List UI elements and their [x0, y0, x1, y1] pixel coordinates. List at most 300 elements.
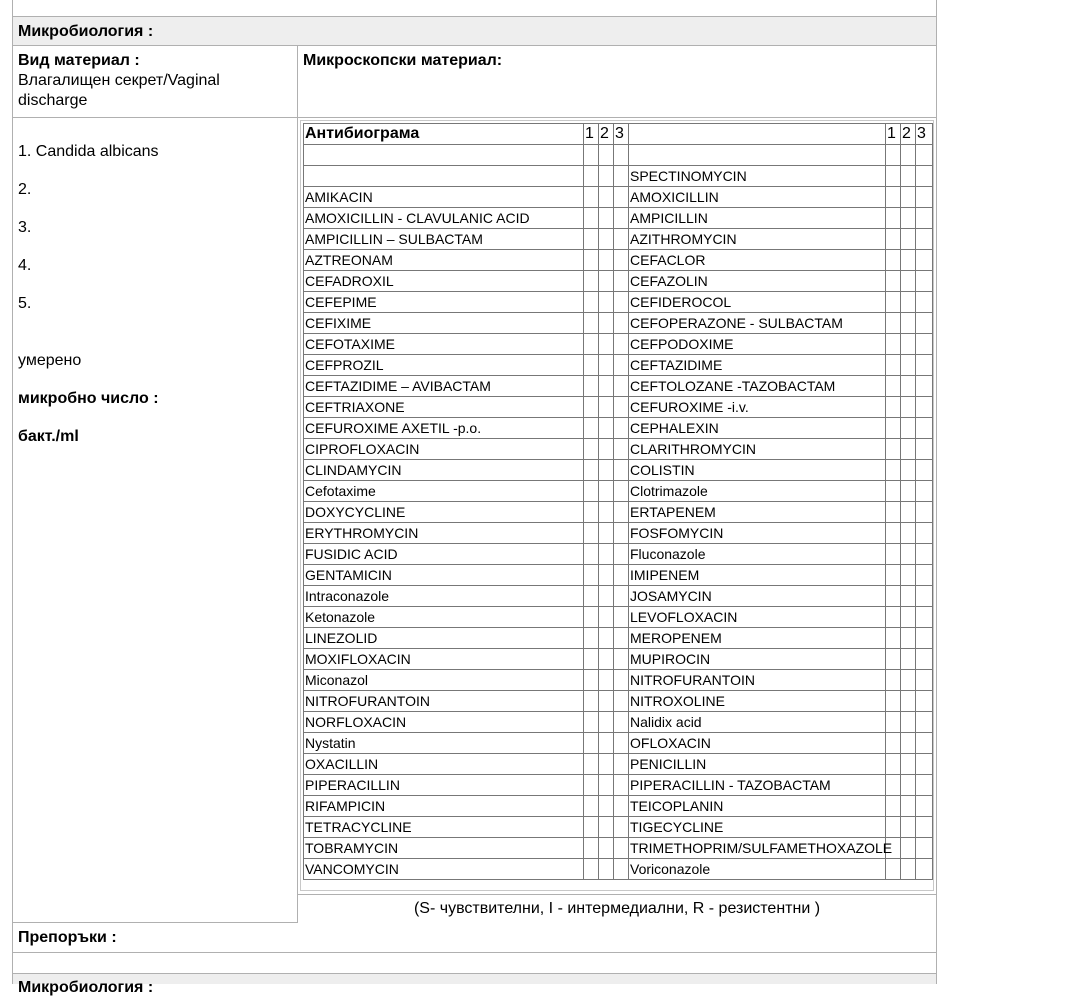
col-number: 1 [584, 124, 599, 145]
result-cell [916, 481, 933, 502]
result-cell [886, 607, 901, 628]
result-cell [614, 376, 629, 397]
antibiotic-name-right: AMOXICILLIN [629, 187, 886, 208]
result-cell [614, 334, 629, 355]
result-cell [916, 439, 933, 460]
result-cell [614, 418, 629, 439]
result-cell [614, 502, 629, 523]
result-cell [916, 754, 933, 775]
result-cell [599, 418, 614, 439]
result-cell [886, 481, 901, 502]
result-cell [886, 796, 901, 817]
result-cell [599, 166, 614, 187]
result-cell [916, 166, 933, 187]
result-cell [599, 313, 614, 334]
result-cell [916, 250, 933, 271]
organism-bottom-divider [12, 922, 298, 923]
result-cell [901, 544, 916, 565]
antibiotic-name-left [304, 166, 584, 187]
result-cell [886, 229, 901, 250]
result-cell [584, 523, 599, 544]
result-cell [584, 418, 599, 439]
result-cell [901, 754, 916, 775]
antibiotic-name-left: AZTREONAM [304, 250, 584, 271]
result-cell [614, 670, 629, 691]
result-cell [584, 334, 599, 355]
result-cell [614, 460, 629, 481]
antibiotic-name-right: Nalidix acid [629, 712, 886, 733]
header-divider [12, 45, 937, 46]
antibiotic-name-left: Intraconazole [304, 586, 584, 607]
result-cell [916, 733, 933, 754]
antibiogram-row [304, 334, 933, 355]
result-cell [584, 166, 599, 187]
result-cell [614, 775, 629, 796]
recommendations-label: Препоръки : [18, 929, 117, 946]
legend-divider [298, 894, 937, 895]
result-cell [886, 859, 901, 880]
result-cell [614, 544, 629, 565]
antibiogram-row [304, 712, 933, 733]
result-cell [886, 334, 901, 355]
antibiogram-row [304, 145, 933, 166]
result-cell [614, 481, 629, 502]
result-cell [886, 586, 901, 607]
result-cell [916, 691, 933, 712]
result-cell [614, 271, 629, 292]
result-cell [901, 418, 916, 439]
result-cell [614, 523, 629, 544]
result-cell [584, 208, 599, 229]
result-cell [901, 838, 916, 859]
antibiotic-name-right: TRIMETHOPRIM/SULFAMETHOXAZOLE [629, 838, 886, 859]
organism-list [18, 141, 293, 448]
result-cell [916, 712, 933, 733]
result-cell [584, 775, 599, 796]
result-cell [584, 250, 599, 271]
antibiotic-name-left: CEFIXIME [304, 313, 584, 334]
antibiogram-header-row [304, 124, 933, 145]
antibiotic-name-right: TEICOPLANIN [629, 796, 886, 817]
result-cell [901, 565, 916, 586]
result-cell [599, 544, 614, 565]
result-cell [916, 544, 933, 565]
result-cell [901, 691, 916, 712]
result-cell [614, 313, 629, 334]
result-cell [901, 334, 916, 355]
result-cell [901, 649, 916, 670]
antibiotic-name-right: SPECTINOMYCIN [629, 166, 886, 187]
result-cell [614, 712, 629, 733]
result-cell [886, 208, 901, 229]
result-cell [614, 187, 629, 208]
result-cell [599, 208, 614, 229]
antibiogram-row [304, 418, 933, 439]
antibiotic-name-right: JOSAMYCIN [629, 586, 886, 607]
antibiogram-title: Антибиограма [304, 124, 584, 145]
result-cell [599, 565, 614, 586]
result-cell [916, 796, 933, 817]
result-cell [901, 607, 916, 628]
result-cell [901, 712, 916, 733]
antibiogram-row [304, 481, 933, 502]
result-cell [599, 628, 614, 649]
result-cell [584, 565, 599, 586]
result-cell [599, 607, 614, 628]
result-cell [584, 586, 599, 607]
result-cell [614, 691, 629, 712]
result-cell [584, 187, 599, 208]
result-cell [584, 691, 599, 712]
antibiogram-row [304, 229, 933, 250]
antibiotic-name-right: Voriconazole [629, 859, 886, 880]
result-cell [886, 628, 901, 649]
antibiotic-name-left: CEFTAZIDIME – AVIBACTAM [304, 376, 584, 397]
result-cell [886, 418, 901, 439]
col-number: 3 [614, 124, 629, 145]
antibiotic-name-left: Ketonazole [304, 607, 584, 628]
organism-item: 3. [18, 219, 32, 236]
result-cell [584, 544, 599, 565]
antibiogram-row [304, 670, 933, 691]
result-cell [901, 229, 916, 250]
result-cell [901, 439, 916, 460]
result-cell [599, 334, 614, 355]
antibiotic-name-right: CEPHALEXIN [629, 418, 886, 439]
organism-item: 4. [18, 257, 32, 274]
result-cell [901, 250, 916, 271]
antibiotic-name-left: VANCOMYCIN [304, 859, 584, 880]
organism-item: 5. [18, 295, 32, 312]
antibiotic-name-left: AMIKACIN [304, 187, 584, 208]
recommendations-divider [12, 952, 937, 953]
antibiotic-name-left: CEFTRIAXONE [304, 397, 584, 418]
result-cell [901, 397, 916, 418]
result-cell [916, 187, 933, 208]
antibiogram-row [304, 649, 933, 670]
result-cell [916, 586, 933, 607]
antibiotic-name-left: CEFADROXIL [304, 271, 584, 292]
antibiogram-row [304, 250, 933, 271]
result-cell [584, 481, 599, 502]
result-cell [599, 859, 614, 880]
antibiotic-name-right: PIPERACILLIN - TAZOBACTAM [629, 775, 886, 796]
result-cell [916, 460, 933, 481]
antibiotic-name-right: CEFTAZIDIME [629, 355, 886, 376]
result-cell [614, 166, 629, 187]
antibiotic-name-left: ERYTHROMYCIN [304, 523, 584, 544]
antibiotic-name-left: CEFUROXIME AXETIL -p.o. [304, 418, 584, 439]
result-cell [886, 670, 901, 691]
antibiotic-name-right: CEFACLOR [629, 250, 886, 271]
result-cell [901, 313, 916, 334]
result-cell [916, 502, 933, 523]
result-cell [886, 355, 901, 376]
result-cell [916, 292, 933, 313]
left-border [12, 0, 13, 984]
result-cell [599, 397, 614, 418]
result-cell [901, 628, 916, 649]
result-cell [916, 859, 933, 880]
result-cell [614, 355, 629, 376]
result-cell [614, 817, 629, 838]
antibiotic-name-right: MEROPENEM [629, 628, 886, 649]
result-cell [916, 628, 933, 649]
result-cell [584, 397, 599, 418]
result-cell [599, 187, 614, 208]
result-cell [614, 859, 629, 880]
antibiogram-row [304, 355, 933, 376]
result-cell [901, 460, 916, 481]
result-cell [901, 355, 916, 376]
antibiogram-row [304, 208, 933, 229]
antibiotic-name-right: CEFAZOLIN [629, 271, 886, 292]
material-value: Влагалищен секрет/Vaginal discharge [18, 72, 220, 109]
result-cell [901, 859, 916, 880]
column-divider [297, 46, 298, 923]
result-cell [886, 166, 901, 187]
antibiotic-name-left: Nystatin [304, 733, 584, 754]
antibiogram-row [304, 586, 933, 607]
antibiotic-name-left: Miconazol [304, 670, 584, 691]
result-cell [916, 208, 933, 229]
result-cell [916, 838, 933, 859]
result-cell [916, 145, 933, 166]
result-cell [584, 607, 599, 628]
result-cell [599, 649, 614, 670]
result-cell [584, 271, 599, 292]
result-cell [614, 229, 629, 250]
antibiotic-name-left: CIPROFLOXACIN [304, 439, 584, 460]
antibiotic-name-left: TOBRAMYCIN [304, 838, 584, 859]
result-cell [599, 271, 614, 292]
result-cell [599, 481, 614, 502]
antibiotic-name-right: Clotrimazole [629, 481, 886, 502]
result-cell [599, 775, 614, 796]
result-cell [599, 145, 614, 166]
result-cell [599, 838, 614, 859]
antibiotic-name-right: OFLOXACIN [629, 733, 886, 754]
result-cell [886, 523, 901, 544]
result-cell [916, 355, 933, 376]
result-cell [614, 439, 629, 460]
result-cell [916, 523, 933, 544]
antibiotic-name-right: COLISTIN [629, 460, 886, 481]
result-cell [614, 145, 629, 166]
antibiogram-row [304, 775, 933, 796]
section-title-next: Микробиология : [13, 974, 936, 984]
result-cell [916, 607, 933, 628]
result-cell [584, 229, 599, 250]
antibiotic-name-left: GENTAMICIN [304, 565, 584, 586]
antibiotic-name-left: CEFEPIME [304, 292, 584, 313]
antibiogram-row [304, 544, 933, 565]
result-cell [599, 376, 614, 397]
antibiogram-row [304, 859, 933, 880]
result-cell [584, 355, 599, 376]
result-cell [584, 376, 599, 397]
result-cell [584, 460, 599, 481]
result-cell [614, 607, 629, 628]
result-cell [584, 439, 599, 460]
antibiogram-row [304, 376, 933, 397]
antibiotic-name-left: CEFPROZIL [304, 355, 584, 376]
result-cell [886, 544, 901, 565]
col-number: 1 [886, 124, 901, 145]
result-cell [886, 649, 901, 670]
result-cell [886, 292, 901, 313]
result-cell [916, 376, 933, 397]
antibiotic-name-right [629, 145, 886, 166]
result-cell [614, 250, 629, 271]
result-cell [901, 145, 916, 166]
result-cell [599, 817, 614, 838]
result-cell [901, 208, 916, 229]
antibiotic-name-left: LINEZOLID [304, 628, 584, 649]
antibiogram-row [304, 565, 933, 586]
antibiogram-row [304, 691, 933, 712]
result-cell [901, 523, 916, 544]
result-cell [901, 733, 916, 754]
antibiotic-name-left: RIFAMPICIN [304, 796, 584, 817]
result-cell [886, 439, 901, 460]
result-cell [901, 376, 916, 397]
antibiogram-row [304, 607, 933, 628]
antibiotic-name-right: CEFIDEROCOL [629, 292, 886, 313]
antibiogram-row [304, 271, 933, 292]
result-cell [584, 313, 599, 334]
result-cell [901, 586, 916, 607]
result-cell [916, 418, 933, 439]
antibiogram-row [304, 838, 933, 859]
antibiogram-row [304, 628, 933, 649]
result-cell [599, 691, 614, 712]
result-cell [916, 670, 933, 691]
result-cell [599, 523, 614, 544]
result-cell [901, 775, 916, 796]
result-cell [901, 796, 916, 817]
result-cell [614, 733, 629, 754]
result-cell [886, 817, 901, 838]
result-cell [599, 670, 614, 691]
antibiotic-name-right: CEFOPERAZONE - SULBACTAM [629, 313, 886, 334]
result-cell [599, 733, 614, 754]
result-cell [886, 565, 901, 586]
result-cell [901, 670, 916, 691]
antibiotic-name-right: AZITHROMYCIN [629, 229, 886, 250]
organism-item: 2. [18, 181, 32, 198]
result-cell [599, 250, 614, 271]
result-cell [614, 838, 629, 859]
section-title-microbiology: Микробиология : [13, 17, 936, 45]
result-cell [916, 334, 933, 355]
result-cell [916, 649, 933, 670]
antibiotic-name-left: NITROFURANTOIN [304, 691, 584, 712]
antibiogram-row [304, 502, 933, 523]
antibiotic-name-right: NITROXOLINE [629, 691, 886, 712]
antibiotic-name-left: PIPERACILLIN [304, 775, 584, 796]
microscopy-label: Микроскопски материал: [303, 52, 503, 69]
result-cell [614, 565, 629, 586]
antibiotic-name-left: CLINDAMYCIN [304, 460, 584, 481]
result-cell [599, 796, 614, 817]
antibiotic-name-right: CEFUROXIME -i.v. [629, 397, 886, 418]
result-cell [584, 292, 599, 313]
result-cell [916, 229, 933, 250]
antibiogram-row [304, 166, 933, 187]
result-cell [916, 397, 933, 418]
organism-item: 1. Candida albicans [18, 143, 159, 160]
result-cell [916, 271, 933, 292]
result-cell [584, 733, 599, 754]
result-cell [886, 397, 901, 418]
result-cell [584, 628, 599, 649]
antibiotic-name-right: IMIPENEM [629, 565, 886, 586]
col-number: 2 [599, 124, 614, 145]
result-cell [614, 754, 629, 775]
antibiotic-name-right: CLARITHROMYCIN [629, 439, 886, 460]
antibiotic-name-left: AMOXICILLIN - CLAVULANIC ACID [304, 208, 584, 229]
result-cell [901, 166, 916, 187]
result-cell [584, 502, 599, 523]
antibiotic-name-right: Fluconazole [629, 544, 886, 565]
result-cell [916, 313, 933, 334]
antibiotic-name-right: NITROFURANTOIN [629, 670, 886, 691]
result-cell [584, 796, 599, 817]
antibiotic-name-left: TETRACYCLINE [304, 817, 584, 838]
antibiogram-table [303, 123, 933, 880]
antibiogram-container [300, 120, 934, 891]
result-cell [901, 481, 916, 502]
result-cell [916, 817, 933, 838]
result-cell [886, 754, 901, 775]
antibiogram-legend: (S- чувствителни, I - интермедиални, R - резистентни ) [413, 900, 821, 917]
antibiogram-row [304, 292, 933, 313]
result-cell [886, 271, 901, 292]
result-cell [599, 439, 614, 460]
result-cell [584, 838, 599, 859]
result-cell [614, 292, 629, 313]
microbial-count-label: микробно число : [18, 390, 159, 407]
result-cell [886, 691, 901, 712]
result-cell [886, 187, 901, 208]
antibiogram-row [304, 754, 933, 775]
result-cell [599, 712, 614, 733]
antibiotic-name-left [304, 145, 584, 166]
result-cell [901, 271, 916, 292]
antibiotic-name-left: AMPICILLIN – SULBACTAM [304, 229, 584, 250]
antibiotic-name-left: DOXYCYCLINE [304, 502, 584, 523]
material-cell [18, 51, 293, 111]
antibiotic-name-right: CEFPODOXIME [629, 334, 886, 355]
antibiotic-name-left: MOXIFLOXACIN [304, 649, 584, 670]
right-border [936, 0, 937, 984]
result-cell [584, 670, 599, 691]
result-cell [901, 502, 916, 523]
result-cell [916, 775, 933, 796]
result-cell [614, 586, 629, 607]
antibiogram-row [304, 313, 933, 334]
result-cell [886, 313, 901, 334]
result-cell [901, 817, 916, 838]
antibiotic-name-right: PENICILLIN [629, 754, 886, 775]
antibiotic-name-left: NORFLOXACIN [304, 712, 584, 733]
antibiogram-row [304, 733, 933, 754]
antibiotic-name-left: OXACILLIN [304, 754, 584, 775]
antibiogram-row [304, 817, 933, 838]
result-cell [584, 817, 599, 838]
antibiotic-name-right: LEVOFLOXACIN [629, 607, 886, 628]
